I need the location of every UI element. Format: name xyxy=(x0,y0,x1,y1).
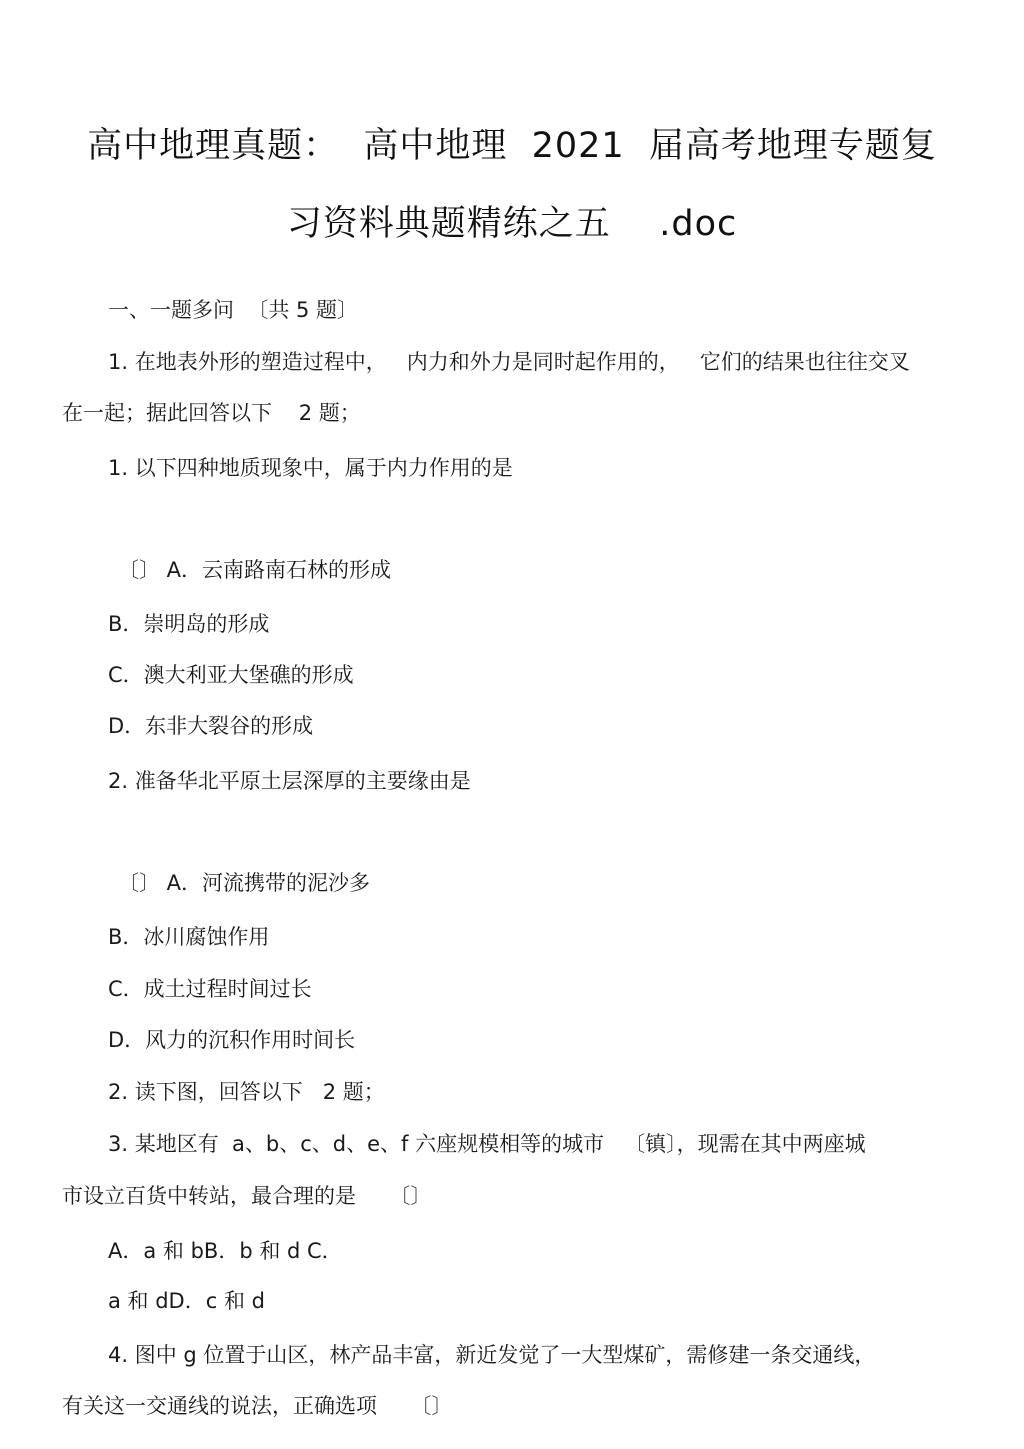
question-3-options-line-1: A．a 和 bB．b 和 d C． xyxy=(108,1239,343,1263)
question-1-1-option-c: C．澳大利亚大堡礁的形成 xyxy=(108,663,354,687)
question-3-options-line-2: a 和 dD．c 和 d xyxy=(108,1289,265,1313)
question-2-intro: 2. 读下图，回答以下 2 题； xyxy=(108,1080,385,1104)
question-1-1-option-b: B．崇明岛的形成 xyxy=(108,612,270,636)
question-3-stem-line-2: 市设立百货中转站，最合理的是 〔〕 xyxy=(62,1184,432,1208)
question-1-2-option-a: 〔〕 A．河流携带的泥沙多 xyxy=(118,871,371,895)
question-1-2-option-c: C．成土过程时间过长 xyxy=(108,977,312,1001)
question-1-intro-line-2: 在一起；据此回答以下 2 题； xyxy=(62,401,361,425)
question-1-2-stem: 2. 准备华北平原土层深厚的主要缘由是 xyxy=(108,769,471,793)
question-1-2-option-d: D．风力的沉积作用时间长 xyxy=(108,1028,356,1052)
question-3-stem-line-1: 3. 某地区有 a、b、c、d、e、f 六座规模相等的城市 〔镇〕，现需在其中两座城 xyxy=(108,1132,866,1156)
section-heading: 一、一题多问 〔共 5 题〕 xyxy=(108,298,359,322)
question-4-stem-line-1: 4. 图中 g 位置于山区，林产品丰富，新近发觉了一大型煤矿，需修建一条交通线， xyxy=(108,1343,876,1367)
document-title-line-1: 高中地理真题： 高中地理 2021 届高考地理专题复 xyxy=(87,126,937,166)
question-4-stem-line-2: 有关这一交通线的说法，正确选项 〔〕 xyxy=(62,1394,453,1418)
question-1-1-option-a: 〔〕 A．云南路南石林的形成 xyxy=(118,558,392,582)
document-title-line-2: 习资料典题精练之五 .doc xyxy=(286,204,738,244)
question-1-1-option-d: D．东非大裂谷的形成 xyxy=(108,714,314,738)
question-1-2-option-b: B．冰川腐蚀作用 xyxy=(108,925,270,949)
question-1-intro-line-1: 1. 在地表外形的塑造过程中， 内力和外力是同时起作用的， 它们的结果也往往交叉 xyxy=(108,350,910,374)
question-1-1-stem: 1. 以下四种地质现象中，属于内力作用的是 xyxy=(108,456,513,480)
